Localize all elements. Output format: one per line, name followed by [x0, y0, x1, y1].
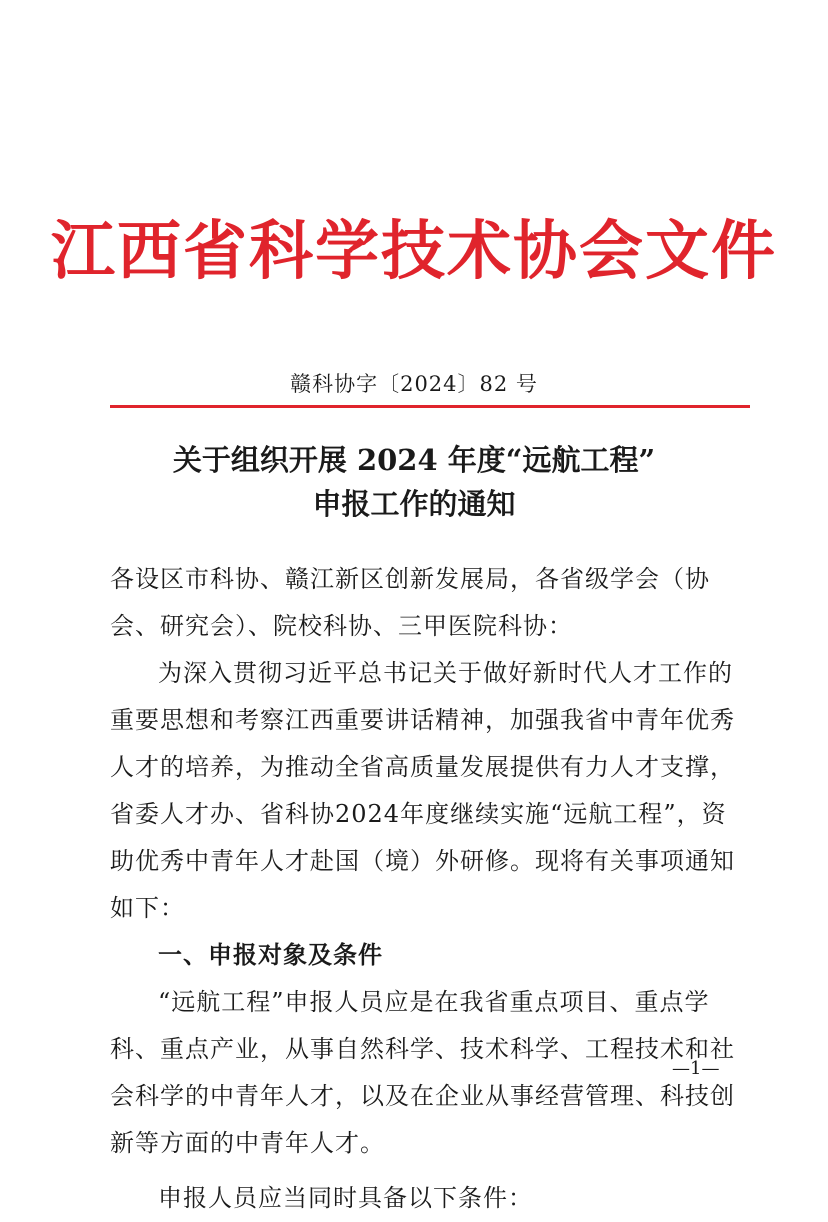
document-number: 赣科协字〔2024〕82 号	[290, 372, 538, 396]
notice-title-line-2: 申报工作的通知	[312, 487, 516, 521]
paragraph-conditions: 申报人员应当同时具备以下条件：	[158, 1184, 533, 1212]
issuing-org-title: 江西省科学技术协会文件	[51, 214, 777, 289]
paragraph-intro: 为深入贯彻习近平总书记关于做好新时代人才工作的重要思想和考察江西重要讲话精神，加强我省中青年优秀人才的培养，为推动全省高质量发展提供有力人才支撑，省委人才办、省科协2024年度继续实施“远航工程”，资助优秀中青年人才赴国（境）外研修。现将有关事项通知如下：	[110, 659, 735, 922]
paragraph-eligibility: “远航工程”申报人员应是在我省重点项目、重点学科、重点产业，从事自然科学、技术科学、工程技术和社会科学的中青年人才，以及在企业从事经营管理、科技创新等方面的中青年人才。	[110, 988, 735, 1157]
red-divider-line	[110, 405, 750, 408]
page-number: —1—	[672, 1058, 720, 1079]
notice-title-line-1: 关于组织开展 2024 年度“远航工程”	[172, 443, 656, 477]
section-heading-1: 一、申报对象及条件	[158, 941, 383, 969]
notice-title	[0, 438, 828, 526]
notice-body	[110, 556, 740, 1222]
salutation: 各设区市科协、赣江新区创新发展局，各省级学会（协会、研究会）、院校科协、三甲医院科协：	[110, 565, 710, 640]
